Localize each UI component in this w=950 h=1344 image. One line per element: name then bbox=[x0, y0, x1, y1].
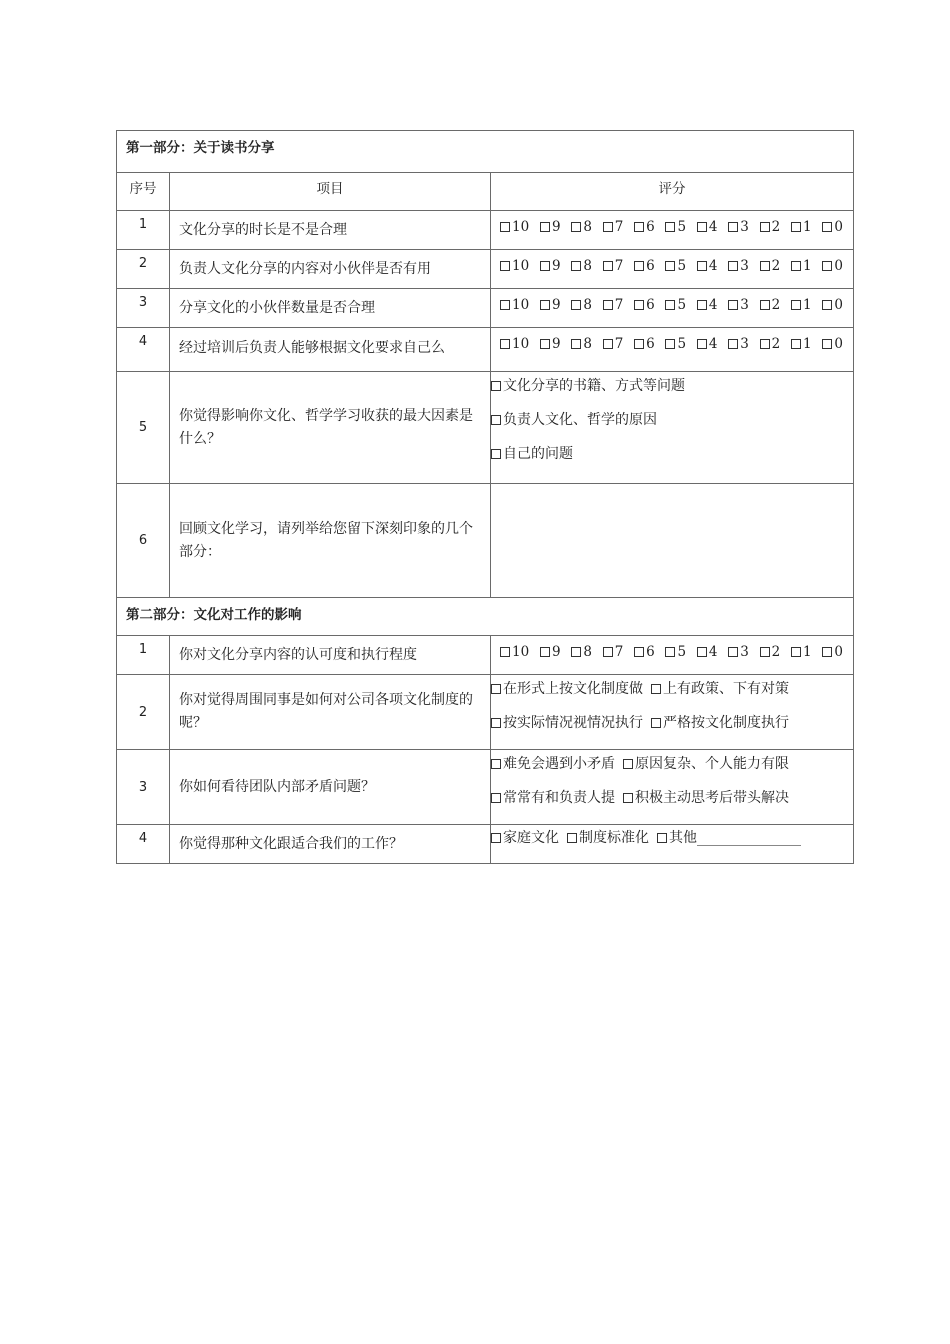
checkbox-icon[interactable] bbox=[697, 339, 707, 349]
score-cell bbox=[491, 289, 854, 328]
table-row bbox=[117, 372, 854, 484]
score-option[interactable] bbox=[571, 219, 592, 235]
score-option[interactable] bbox=[822, 219, 843, 235]
checkbox-icon[interactable] bbox=[491, 415, 501, 425]
score-option[interactable] bbox=[634, 297, 655, 313]
row-item: 负责人文化分享的内容对小伙伴是否有用 bbox=[170, 250, 491, 289]
checkbox-icon[interactable] bbox=[791, 222, 801, 232]
score-label: 9 bbox=[551, 297, 561, 313]
score-option[interactable] bbox=[500, 258, 529, 274]
checkbox-option[interactable] bbox=[491, 409, 853, 431]
checkbox-icon[interactable] bbox=[491, 684, 501, 694]
score-label: 6 bbox=[646, 219, 655, 235]
score-scale bbox=[491, 289, 853, 313]
checkbox-icon[interactable] bbox=[657, 833, 667, 843]
score-option[interactable] bbox=[540, 258, 561, 274]
score-option[interactable] bbox=[760, 297, 781, 313]
score-cell bbox=[491, 211, 854, 250]
score-option[interactable] bbox=[760, 258, 781, 274]
checkbox-icon[interactable] bbox=[540, 647, 550, 657]
score-label: 8 bbox=[583, 297, 592, 313]
row-number-text: 3 bbox=[138, 295, 148, 310]
checkbox-icon[interactable] bbox=[571, 300, 581, 310]
score-label: 1 bbox=[802, 219, 812, 235]
checkbox-icon[interactable] bbox=[822, 339, 832, 349]
checkbox-icon[interactable] bbox=[540, 300, 550, 310]
checkbox-icon[interactable] bbox=[651, 718, 661, 728]
score-cell bbox=[491, 636, 854, 675]
checkbox-icon[interactable] bbox=[500, 647, 510, 657]
checkbox-icon[interactable] bbox=[540, 222, 550, 232]
score-cell bbox=[491, 328, 854, 372]
survey-table bbox=[116, 130, 854, 864]
score-label: 7 bbox=[614, 644, 624, 660]
checkbox-icon[interactable] bbox=[634, 222, 644, 232]
checkbox-option[interactable] bbox=[651, 681, 789, 697]
checkbox-icon[interactable] bbox=[603, 261, 613, 271]
score-label: 1 bbox=[802, 644, 812, 660]
score-label: 10 bbox=[512, 644, 530, 660]
score-option[interactable] bbox=[791, 258, 812, 274]
checkbox-icon[interactable] bbox=[500, 300, 510, 310]
checkbox-icon[interactable] bbox=[791, 339, 801, 349]
checkbox-icon[interactable] bbox=[822, 300, 832, 310]
checkbox-icon[interactable] bbox=[760, 339, 770, 349]
score-option[interactable] bbox=[822, 297, 843, 313]
score-label: 2 bbox=[771, 644, 781, 660]
score-option[interactable] bbox=[665, 258, 686, 274]
header-item: 项目 bbox=[170, 173, 491, 211]
option-label: 积极主动思考后带头解决 bbox=[635, 790, 789, 806]
checkbox-icon[interactable] bbox=[623, 759, 633, 769]
option-label: 常常有和负责人提 bbox=[503, 790, 615, 806]
section-row-part2 bbox=[117, 598, 854, 636]
checkbox-icon[interactable] bbox=[665, 261, 675, 271]
checkbox-icon[interactable] bbox=[567, 833, 577, 843]
option-label: 上有政策、下有对策 bbox=[663, 681, 789, 697]
checkbox-option[interactable] bbox=[491, 830, 559, 846]
row-item: 你如何看待团队内部矛盾问题？ bbox=[170, 750, 491, 825]
score-label: 1 bbox=[802, 336, 812, 352]
checkbox-option[interactable] bbox=[491, 681, 643, 697]
score-option[interactable] bbox=[665, 644, 686, 660]
row-number: 5 bbox=[117, 372, 170, 484]
row-number bbox=[117, 328, 170, 372]
checkbox-icon[interactable] bbox=[822, 261, 832, 271]
score-option[interactable] bbox=[822, 258, 843, 274]
row-number bbox=[117, 250, 170, 289]
checkbox-icon[interactable] bbox=[791, 261, 801, 271]
score-label: 3 bbox=[740, 297, 749, 313]
checkbox-icon[interactable] bbox=[728, 222, 738, 232]
checkbox-icon[interactable] bbox=[697, 222, 707, 232]
checkbox-option[interactable] bbox=[491, 756, 615, 772]
score-label: 10 bbox=[512, 258, 530, 274]
score-option[interactable] bbox=[791, 297, 812, 313]
row-number-text: 4 bbox=[138, 334, 148, 349]
score-label: 2 bbox=[771, 297, 781, 313]
score-label: 8 bbox=[583, 219, 592, 235]
row-number: 2 bbox=[117, 675, 170, 750]
checkbox-icon[interactable] bbox=[491, 759, 501, 769]
checkbox-icon[interactable] bbox=[697, 300, 707, 310]
score-label: 6 bbox=[646, 297, 655, 313]
score-label: 6 bbox=[646, 336, 655, 352]
score-option[interactable] bbox=[634, 644, 655, 660]
checkbox-icon[interactable] bbox=[760, 222, 770, 232]
option-label: 其他 bbox=[669, 830, 697, 846]
row-number bbox=[117, 289, 170, 328]
row-number bbox=[117, 211, 170, 250]
option-line bbox=[491, 712, 853, 734]
score-label: 4 bbox=[708, 336, 718, 352]
checkbox-icon[interactable] bbox=[603, 222, 613, 232]
checkbox-option[interactable] bbox=[651, 715, 789, 731]
score-label: 4 bbox=[708, 219, 718, 235]
options-cell bbox=[491, 825, 854, 864]
checkbox-icon[interactable] bbox=[634, 261, 644, 271]
score-label: 4 bbox=[708, 297, 718, 313]
row-number: 6 bbox=[117, 484, 170, 598]
option-label: 制度标准化 bbox=[579, 830, 649, 846]
checkbox-icon[interactable] bbox=[822, 647, 832, 657]
row-number-text: 1 bbox=[138, 642, 148, 657]
score-option[interactable] bbox=[540, 644, 561, 660]
option-label: 文化分享的书籍、方式等问题 bbox=[503, 378, 685, 394]
checkbox-icon[interactable] bbox=[540, 261, 550, 271]
option-label: 严格按文化制度执行 bbox=[663, 715, 789, 731]
checkbox-option[interactable] bbox=[491, 715, 643, 731]
checkbox-icon[interactable] bbox=[491, 381, 501, 391]
checkbox-icon[interactable] bbox=[500, 261, 510, 271]
checkbox-icon[interactable] bbox=[728, 647, 738, 657]
score-option[interactable] bbox=[500, 336, 529, 352]
score-option[interactable] bbox=[540, 336, 561, 352]
checkbox-option[interactable] bbox=[491, 375, 853, 397]
checkbox-icon[interactable] bbox=[728, 300, 738, 310]
checkbox-icon[interactable] bbox=[791, 647, 801, 657]
score-option[interactable] bbox=[728, 258, 749, 274]
checkbox-icon[interactable] bbox=[634, 339, 644, 349]
score-scale bbox=[491, 211, 853, 235]
table-row bbox=[117, 211, 854, 250]
checkbox-icon[interactable] bbox=[571, 261, 581, 271]
score-label: 0 bbox=[834, 644, 843, 660]
checkbox-icon[interactable] bbox=[665, 222, 675, 232]
answer-area[interactable] bbox=[491, 484, 854, 598]
score-label: 7 bbox=[614, 219, 624, 235]
checkbox-icon[interactable] bbox=[500, 222, 510, 232]
checkbox-icon[interactable] bbox=[665, 647, 675, 657]
table-row bbox=[117, 636, 854, 675]
row-number bbox=[117, 825, 170, 864]
option-line bbox=[491, 787, 853, 809]
score-label: 7 bbox=[614, 258, 624, 274]
score-label: 6 bbox=[646, 258, 655, 274]
checkbox-icon[interactable] bbox=[603, 339, 613, 349]
score-option[interactable] bbox=[697, 644, 718, 660]
score-label: 2 bbox=[771, 219, 781, 235]
score-label: 10 bbox=[512, 297, 530, 313]
score-label: 7 bbox=[614, 297, 624, 313]
score-label: 5 bbox=[677, 644, 687, 660]
score-option[interactable] bbox=[603, 336, 624, 352]
score-cell bbox=[491, 250, 854, 289]
table-row bbox=[117, 328, 854, 372]
checkbox-icon[interactable] bbox=[697, 261, 707, 271]
score-option[interactable] bbox=[697, 336, 718, 352]
score-label: 2 bbox=[771, 258, 781, 274]
row-item: 你对觉得周围同事是如何对公司各项文化制度的呢？ bbox=[170, 675, 491, 750]
row-item: 经过培训后负责人能够根据文化要求自己么 bbox=[170, 328, 491, 372]
score-label: 9 bbox=[551, 336, 561, 352]
option-line bbox=[491, 827, 853, 849]
score-label: 0 bbox=[834, 297, 843, 313]
score-label: 10 bbox=[512, 219, 530, 235]
checkbox-icon[interactable] bbox=[760, 300, 770, 310]
score-option[interactable] bbox=[665, 297, 686, 313]
score-option[interactable] bbox=[760, 644, 781, 660]
score-option[interactable] bbox=[791, 336, 812, 352]
score-option[interactable] bbox=[603, 219, 624, 235]
section-row-part1 bbox=[117, 131, 854, 173]
section-title-part1: 第一部分：关于读书分享 bbox=[117, 131, 854, 173]
checkbox-option[interactable] bbox=[491, 790, 615, 806]
score-label: 0 bbox=[834, 219, 843, 235]
checkbox-icon[interactable] bbox=[500, 339, 510, 349]
score-label: 10 bbox=[512, 336, 530, 352]
row-number-text: 2 bbox=[138, 256, 148, 271]
score-label: 5 bbox=[677, 297, 687, 313]
option-label: 难免会遇到小矛盾 bbox=[503, 756, 615, 772]
option-line bbox=[491, 678, 853, 700]
score-option[interactable] bbox=[760, 219, 781, 235]
option-line bbox=[491, 753, 853, 775]
score-option[interactable] bbox=[760, 336, 781, 352]
score-label: 1 bbox=[802, 258, 812, 274]
checkbox-option[interactable] bbox=[623, 790, 789, 806]
score-option[interactable] bbox=[603, 258, 624, 274]
score-option[interactable] bbox=[634, 258, 655, 274]
score-option[interactable] bbox=[665, 336, 686, 352]
row-number-text: 1 bbox=[138, 217, 148, 232]
checkbox-icon[interactable] bbox=[728, 339, 738, 349]
row-item: 文化分享的时长是不是合理 bbox=[170, 211, 491, 250]
checkbox-icon[interactable] bbox=[540, 339, 550, 349]
score-option[interactable] bbox=[822, 336, 843, 352]
checkbox-icon[interactable] bbox=[822, 222, 832, 232]
checkbox-icon[interactable] bbox=[760, 261, 770, 271]
score-option[interactable] bbox=[571, 258, 592, 274]
checkbox-icon[interactable] bbox=[791, 300, 801, 310]
header-row bbox=[117, 173, 854, 211]
options-cell bbox=[491, 372, 854, 484]
checkbox-option[interactable] bbox=[623, 756, 789, 772]
option-label: 家庭文化 bbox=[503, 830, 559, 846]
score-option[interactable] bbox=[540, 297, 561, 313]
score-option[interactable] bbox=[571, 297, 592, 313]
score-option[interactable] bbox=[697, 219, 718, 235]
score-label: 8 bbox=[583, 258, 592, 274]
checkbox-icon[interactable] bbox=[728, 261, 738, 271]
other-blank-line[interactable] bbox=[697, 831, 801, 846]
row-number: 3 bbox=[117, 750, 170, 825]
checkbox-icon[interactable] bbox=[760, 647, 770, 657]
score-option[interactable] bbox=[571, 644, 592, 660]
option-label: 原因复杂、个人能力有限 bbox=[635, 756, 789, 772]
score-scale bbox=[491, 328, 853, 352]
checkbox-icon[interactable] bbox=[665, 339, 675, 349]
score-option[interactable] bbox=[728, 644, 749, 660]
score-option[interactable] bbox=[791, 644, 812, 660]
checkbox-icon[interactable] bbox=[697, 647, 707, 657]
score-label: 5 bbox=[677, 219, 687, 235]
option-label: 在形式上按文化制度做 bbox=[503, 681, 643, 697]
row-number-text: 4 bbox=[138, 831, 148, 846]
score-option[interactable] bbox=[697, 297, 718, 313]
checkbox-option[interactable] bbox=[491, 443, 853, 465]
score-option[interactable] bbox=[500, 644, 529, 660]
checkbox-icon[interactable] bbox=[491, 449, 501, 459]
score-option[interactable] bbox=[728, 219, 749, 235]
option-label: 自己的问题 bbox=[503, 446, 573, 462]
checkbox-icon[interactable] bbox=[571, 647, 581, 657]
checkbox-icon[interactable] bbox=[634, 300, 644, 310]
score-label: 7 bbox=[614, 336, 624, 352]
score-label: 3 bbox=[740, 219, 749, 235]
checkbox-icon[interactable] bbox=[665, 300, 675, 310]
checkbox-icon[interactable] bbox=[571, 222, 581, 232]
score-option[interactable] bbox=[791, 219, 812, 235]
row-number bbox=[117, 636, 170, 675]
table-row bbox=[117, 825, 854, 864]
checkbox-icon[interactable] bbox=[634, 647, 644, 657]
checkbox-icon[interactable] bbox=[603, 300, 613, 310]
score-label: 9 bbox=[551, 219, 561, 235]
checkbox-icon[interactable] bbox=[571, 339, 581, 349]
score-label: 0 bbox=[834, 258, 843, 274]
score-label: 2 bbox=[771, 336, 781, 352]
checkbox-icon[interactable] bbox=[651, 684, 661, 694]
checkbox-icon[interactable] bbox=[603, 647, 613, 657]
row-item: 你觉得那种文化跟适合我们的工作？ bbox=[170, 825, 491, 864]
score-label: 6 bbox=[646, 644, 655, 660]
score-option[interactable] bbox=[634, 219, 655, 235]
score-label: 9 bbox=[551, 258, 561, 274]
score-option[interactable] bbox=[728, 297, 749, 313]
score-option[interactable] bbox=[540, 219, 561, 235]
option-label: 负责人文化、哲学的原因 bbox=[503, 412, 657, 428]
score-label: 5 bbox=[677, 336, 687, 352]
option-label: 按实际情况视情况执行 bbox=[503, 715, 643, 731]
checkbox-option[interactable] bbox=[567, 830, 649, 846]
score-option[interactable] bbox=[728, 336, 749, 352]
score-label: 0 bbox=[834, 336, 843, 352]
row-item: 你对文化分享内容的认可度和执行程度 bbox=[170, 636, 491, 675]
score-option[interactable] bbox=[571, 336, 592, 352]
checkbox-option[interactable] bbox=[657, 830, 697, 846]
section-title-part2: 第二部分：文化对工作的影响 bbox=[117, 598, 854, 636]
score-label: 5 bbox=[677, 258, 687, 274]
checkbox-icon[interactable] bbox=[491, 793, 501, 803]
score-label: 9 bbox=[551, 644, 561, 660]
row-item: 回顾文化学习，请列举给您留下深刻印象的几个部分： bbox=[170, 484, 491, 598]
score-label: 3 bbox=[740, 644, 749, 660]
score-scale bbox=[491, 250, 853, 274]
table-row bbox=[117, 289, 854, 328]
table-row bbox=[117, 750, 854, 825]
row-item: 分享文化的小伙伴数量是否合理 bbox=[170, 289, 491, 328]
options-cell bbox=[491, 750, 854, 825]
score-label: 3 bbox=[740, 336, 749, 352]
row-item: 你觉得影响你文化、哲学学习收获的最大因素是什么？ bbox=[170, 372, 491, 484]
score-label: 4 bbox=[708, 258, 718, 274]
score-scale bbox=[491, 636, 853, 660]
table-row bbox=[117, 675, 854, 750]
checkbox-icon[interactable] bbox=[491, 718, 501, 728]
table-row bbox=[117, 484, 854, 598]
score-option[interactable] bbox=[665, 219, 686, 235]
score-option[interactable] bbox=[603, 297, 624, 313]
score-option[interactable] bbox=[500, 297, 529, 313]
table-row bbox=[117, 250, 854, 289]
score-label: 1 bbox=[802, 297, 812, 313]
score-label: 4 bbox=[708, 644, 718, 660]
score-label: 3 bbox=[740, 258, 749, 274]
score-option[interactable] bbox=[822, 644, 843, 660]
header-score: 评分 bbox=[491, 173, 854, 211]
header-no: 序号 bbox=[117, 173, 170, 211]
checkbox-icon[interactable] bbox=[491, 833, 501, 843]
score-option[interactable] bbox=[500, 219, 529, 235]
checkbox-icon[interactable] bbox=[623, 793, 633, 803]
score-label: 8 bbox=[583, 644, 592, 660]
score-option[interactable] bbox=[697, 258, 718, 274]
options-cell bbox=[491, 675, 854, 750]
score-option[interactable] bbox=[634, 336, 655, 352]
score-label: 8 bbox=[583, 336, 592, 352]
score-option[interactable] bbox=[603, 644, 624, 660]
